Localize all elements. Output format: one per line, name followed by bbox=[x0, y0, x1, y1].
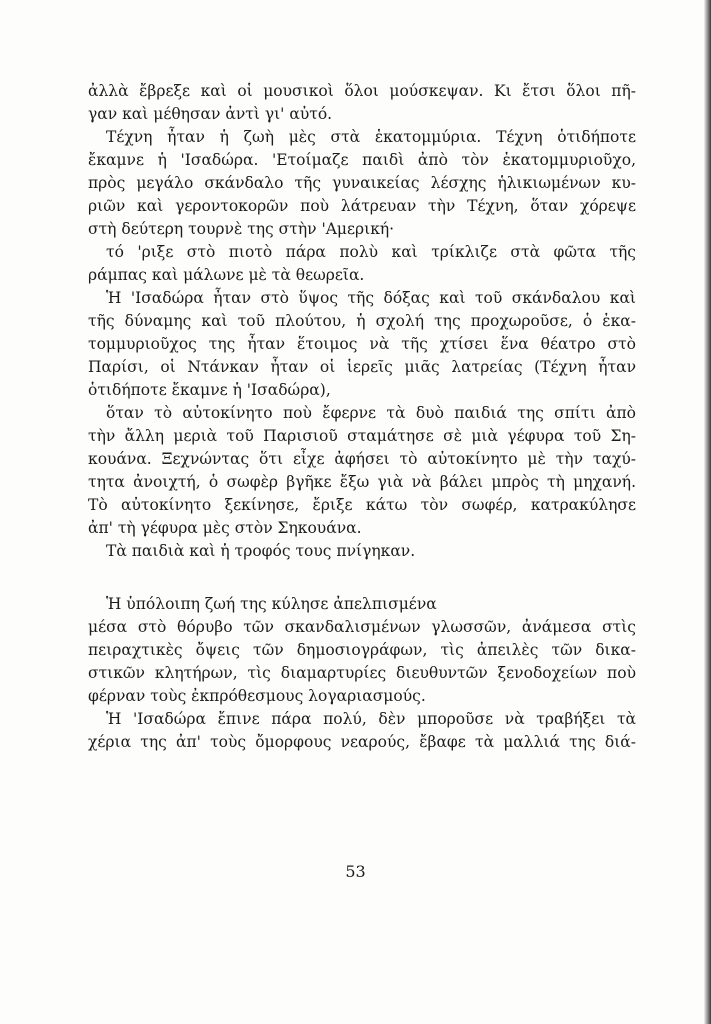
text-line: πρὸς μεγάλο σκάνδαλο τῆς γυναικείας λέσχης ἡλικιωμένων κυ- bbox=[88, 174, 636, 192]
section-gap bbox=[88, 563, 636, 593]
text-line: τό 'ριξε στὸ πιοτὸ πάρα πολὺ καὶ τρίκλιζε στὰ φῶτα τῆς bbox=[106, 243, 636, 261]
text-line: Ἡ ὑπόλοιπη ζωή της κύλησε ἀπελπισμένα bbox=[106, 595, 437, 613]
text-line: χέρια της ἀπ' τοὺς ὄμορφους νεαρούς, ἔβαφε τὰ μαλλιά της διά- bbox=[88, 733, 636, 751]
text-line: φέρναν τοὺς ἐκπρόθεσμους λογαριασμούς. bbox=[88, 687, 426, 705]
text-line: ὅταν τὸ αὐτοκίνητο ποὺ ἔφερνε τὰ δυὸ παιδιά της σπίτι ἀπὸ bbox=[106, 404, 636, 422]
text-line: ὁτιδήποτε ἔκαμνε ἡ 'Ισαδώρα), bbox=[88, 381, 331, 399]
text-line: ριῶν καὶ γεροντοκορῶν ποὺ λάτρευαν τὴν Τέχνη, ὅταν χόρεψε bbox=[88, 197, 636, 215]
text-line: τητα ἀνοιχτή, ὁ σωφὲρ βγῆκε ἔξω γιὰ νὰ βάλει μπρὸς τὴ μηχανή. bbox=[88, 473, 636, 491]
body-text bbox=[88, 80, 636, 754]
text-line: κουάνα. Ξεχνώντας ὅτι εἶχε ἀφήσει τὸ αὐτοκίνητο μὲ τὴν ταχύ- bbox=[88, 450, 636, 468]
text-line: Ἡ 'Ισαδώρα ἦταν στὸ ὕψος τῆς δόξας καὶ τοῦ σκάνδαλου καὶ bbox=[106, 289, 636, 307]
text-line: τῆς δύναμης καὶ τοῦ πλούτου, ἡ σχολή της προχωροῦσε, ὁ ἑκα- bbox=[88, 312, 636, 330]
text-line: ράμπας καὶ μάλωνε μὲ τὰ θεωρεῖα. bbox=[88, 266, 365, 284]
page-edge-shadow bbox=[704, 0, 711, 1024]
text-line: Τὰ παιδιὰ καὶ ἡ τροφός τους πνίγηκαν. bbox=[106, 542, 416, 560]
text-line: τὴν ἄλλη μεριὰ τοῦ Παρισιοῦ σταμάτησε σὲ μιὰ γέφυρα τοῦ Ση- bbox=[88, 427, 636, 445]
text-line: ἔκαμνε ἡ 'Ισαδώρα. 'Ετοίμαζε παιδὶ ἀπὸ τὸν ἑκατομμυριοῦχο, bbox=[88, 151, 636, 169]
text-line: γαν καὶ μέθησαν ἀντὶ γι' αὐτό. bbox=[88, 105, 333, 123]
text-line: τομμυριοῦχος της ἦταν ἕτοιμος νὰ τῆς χτίσει ἕνα θέατρο στὸ bbox=[88, 335, 636, 353]
text-line: πειραχτικὲς ὄψεις τῶν δημοσιογράφων, τὶς ἀπειλὲς τῶν δικα- bbox=[88, 641, 636, 659]
text-line: στικῶν κλητήρων, τὶς διαμαρτυρίες διευθυντῶν ξενοδοχείων ποὺ bbox=[88, 664, 636, 682]
text-line: μέσα στὸ θόρυβο τῶν σκανδαλισμένων γλωσσῶν, ἀνάμεσα στὶς bbox=[88, 618, 636, 636]
page-number: 53 bbox=[345, 862, 366, 881]
text-line: στὴ δεύτερη τουρνὲ της στὴν 'Αμερική· bbox=[88, 220, 395, 238]
text-line: Τέχνη ἦταν ἡ ζωὴ μὲς στὰ ἑκατομμύρια. Τέχνη ὁτιδήποτε bbox=[106, 128, 636, 146]
text-line: Παρίσι, οἱ Ντάνκαν ἦταν οἱ ἱερεῖς μιᾶς λατρείας (Τέχνη ἦταν bbox=[88, 358, 636, 376]
text-line: ἀλλὰ ἔβρεξε καὶ οἱ μουσικοὶ ὅλοι μούσκεψαν. Κι ἔτσι ὅλοι πῆ- bbox=[88, 82, 636, 100]
text-line: ἀπ' τὴ γέφυρα μὲς στὸν Σηκουάνα. bbox=[88, 519, 362, 537]
text-line: Τὸ αὐτοκίνητο ξεκίνησε, ἔριξε κάτω τὸν σωφέρ, κατρακύλησε bbox=[88, 496, 636, 514]
text-line: Ἡ 'Ισαδώρα ἔπινε πάρα πολύ, δὲν μποροῦσε νὰ τραβήξει τὰ bbox=[106, 710, 636, 728]
